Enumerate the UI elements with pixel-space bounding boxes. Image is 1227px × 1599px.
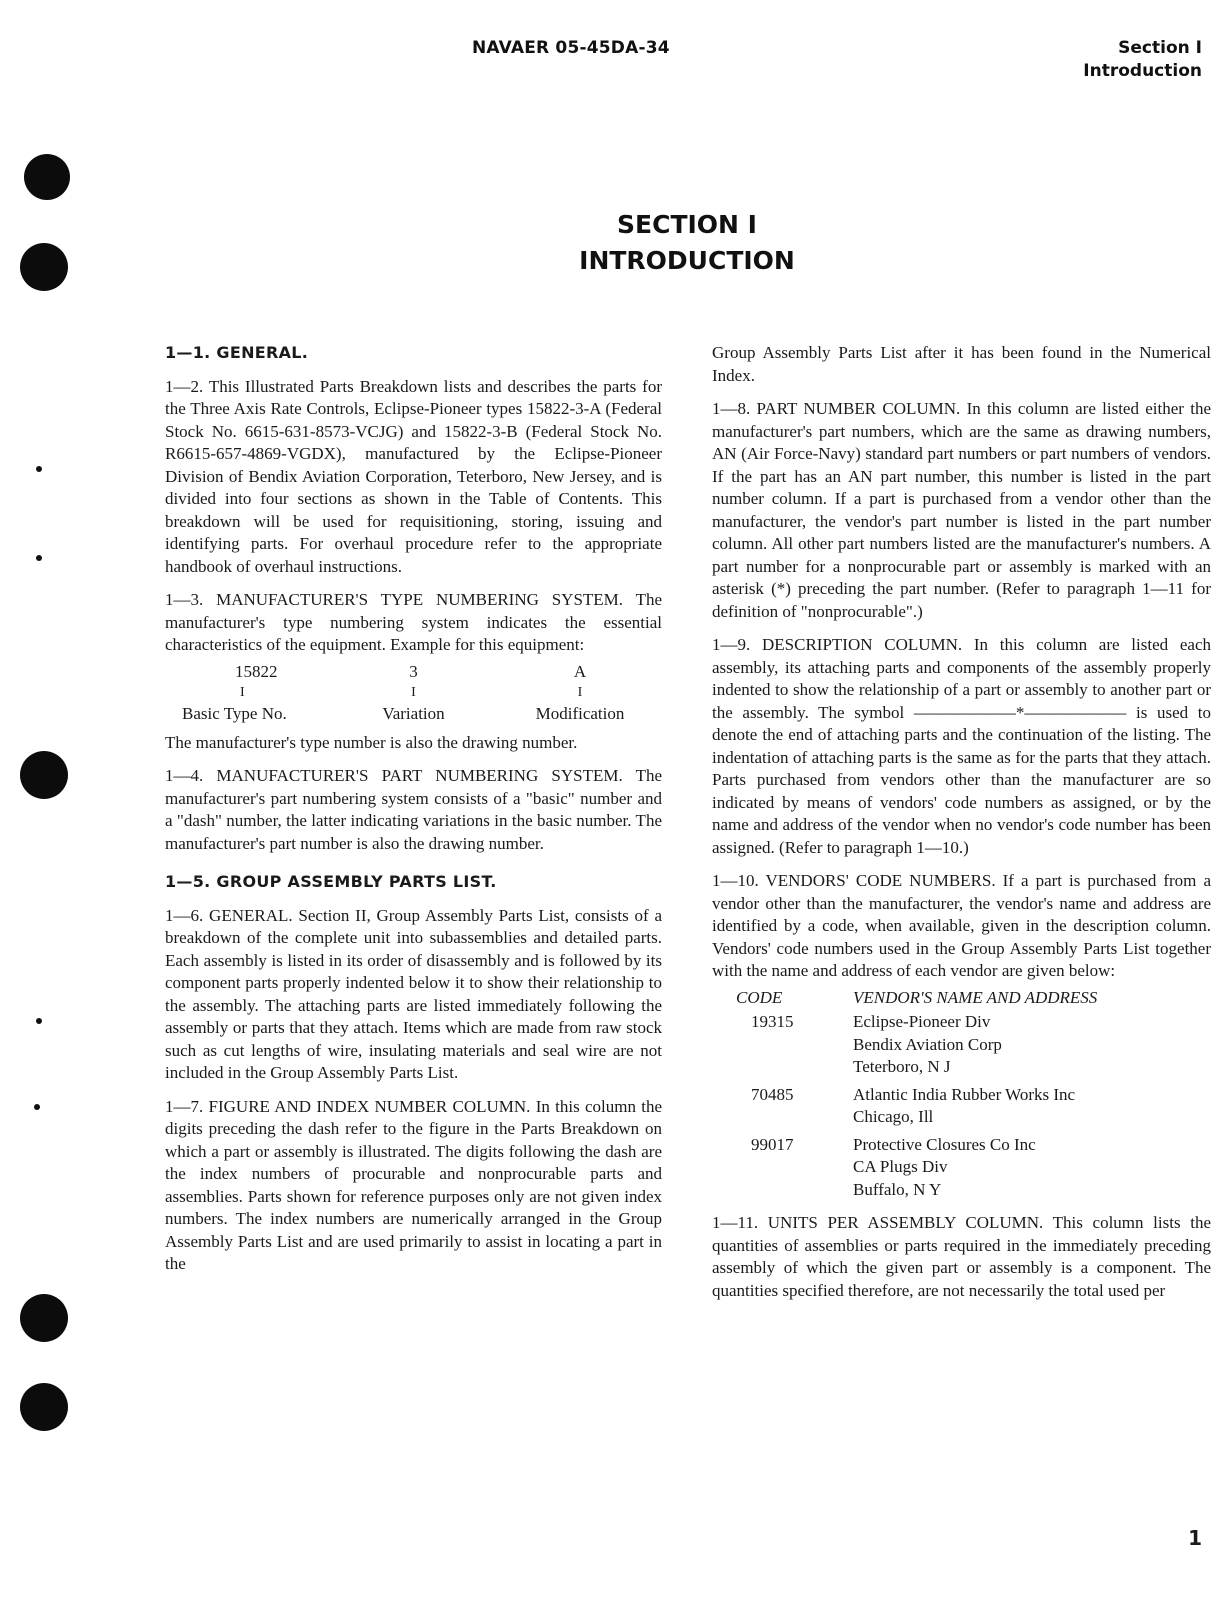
paragraph-1-6: 1—6. GENERAL. Section II, Group Assembly Parts List, consists of a breakdown of the complete unit into subassemblies and detailed parts. Each assembly is listed in its order of disassembly and is followed by its component parts properly indented below it to show their relationship to the assembly. The attaching parts are listed immediately following the assembly or parts that they attach. Items which are made from raw stock such as cut lengths of wire, insulating materials and seal wire are not included in the Group Assembly Parts List. [165, 905, 662, 1082]
type-label: Variation [382, 704, 445, 723]
vendor-row [712, 1011, 1211, 1079]
vendor-name-line: Bendix Aviation Corp [853, 1034, 1002, 1054]
vendor-name-header: VENDOR'S NAME AND ADDRESS [853, 987, 1098, 1007]
margin-dot [34, 1104, 40, 1110]
page-number: 1 [1188, 1526, 1202, 1550]
paragraph-1-8: 1—8. PART NUMBER COLUMN. In this column are listed either the manufacturer's part numbers, which are the same as drawing numbers, AN (Air Force-Navy) standard part numbers or part numbers of vendors. If the part has an AN part number, this number is listed in the part number column. If a part is purchased from a vendor other than the manufacturer, the vendor's part number is listed in the part number column. All other part numbers listed are the manufacturer's numbers. A part number for a nonprocurable part or assembly is marked with an asterisk (*) preceding the part number. (Refer to paragraph 1—11 for definition of "nonprocurable".) [712, 399, 1211, 621]
vendor-name-line: Protective Closures Co Inc [853, 1134, 1036, 1154]
type-label: Basic Type No. [182, 704, 287, 723]
section-title-label: Introduction [1083, 61, 1202, 81]
vendor-code: 99017 [751, 1134, 794, 1154]
margin-dot [36, 466, 42, 472]
right-column [712, 342, 1211, 1313]
tick-mark: I [577, 685, 583, 700]
heading-general: 1—1. GENERAL. [165, 343, 309, 362]
vendor-row [712, 1134, 1211, 1202]
type-example-ticks [165, 685, 662, 701]
left-column [165, 342, 662, 1287]
paragraph-1-2: 1—2. This Illustrated Parts Breakdown lists and describes the parts for the Three Axis Rate Controls, Eclipse-Pioneer types 15822-3-A (Federal Stock No. 6615-631-8573-VCJG) and 15822-3-B (Federal Stock No. R6615-657-4869-VGDX), manufactured by the Eclipse-Pioneer Division of Bendix Aviation Corporation, Teterboro, New Jersey, and is divided into four sections as shown in the Table of Contents. This breakdown will be used for requisitioning, storing, issuing and identifying parts. For overhaul procedure refer to the appropriate handbook of overhaul instructions. [165, 376, 662, 576]
heading-group-assembly: 1—5. GROUP ASSEMBLY PARTS LIST. [165, 872, 497, 891]
binder-hole [24, 154, 70, 200]
paragraph-1-3: 1—3. MANUFACTURER'S TYPE NUMBERING SYSTEM. The manufacturer's type numbering system indicates the essential characteristics of the equipment. Example for this equipment: [165, 590, 662, 654]
type-label: Modification [535, 704, 625, 723]
binder-hole [20, 1294, 68, 1342]
binder-hole [20, 1383, 68, 1431]
type-example-values [165, 661, 662, 684]
vendor-name-line: Eclipse-Pioneer Div [853, 1012, 991, 1031]
vendor-address [853, 1134, 1211, 1202]
paragraph-1-4: 1—4. MANUFACTURER'S PART NUMBERING SYSTEM. The manufacturer's part numbering system consists of a "basic" number and a "dash" number, the latter indicating variations in the basic number. The manufacturer's part number is also the drawing number. [165, 766, 662, 853]
paragraph-continued: Group Assembly Parts List after it has been found in the Numerical Index. [712, 343, 1211, 385]
type-value: 3 [409, 661, 418, 681]
vendor-name-line: Chicago, Ill [853, 1107, 934, 1126]
vendor-name-line: Buffalo, N Y [853, 1179, 942, 1199]
vendor-name-line: Atlantic India Rubber Works Inc [853, 1084, 1076, 1104]
vendor-address [853, 1084, 1211, 1129]
paragraph-1-7: 1—7. FIGURE AND INDEX NUMBER COLUMN. In this column the digits preceding the dash refer to the figure in the Parts Breakdown on which a part or assembly is illustrated. The digits following the dash are the index numbers of procurable and nonprocurable parts and assemblies. Parts shown for reference purposes only are not given index numbers. The index numbers are numerically arranged in the Group Assembly Parts List and are used primarily to assist in locating a part in the [165, 1096, 662, 1273]
page-title-line1: SECTION I [617, 210, 757, 239]
document-number: NAVAER 05-45DA-34 [472, 38, 670, 58]
vendor-code-header: CODE [736, 987, 783, 1007]
type-value: 15822 [235, 661, 278, 681]
margin-dot [36, 1018, 42, 1024]
paragraph-1-11: 1—11. UNITS PER ASSEMBLY COLUMN. This column lists the quantities of assemblies or parts required in the immediately preceding assembly of which the given part or assembly is a component. The quantities specified therefore, are not necessarily the total used per [712, 1213, 1211, 1300]
tick-mark: I [240, 685, 245, 700]
vendor-address [853, 1011, 1211, 1079]
vendor-name-line: Teterboro, N J [853, 1057, 951, 1076]
section-label: Section I [1118, 38, 1202, 58]
type-value: A [573, 661, 587, 681]
vendor-name-line: CA Plugs Div [853, 1157, 948, 1176]
tick-mark: I [411, 685, 416, 700]
running-header [1083, 37, 1202, 83]
vendor-code: 70485 [751, 1084, 794, 1104]
page-title-line2: INTRODUCTION [579, 246, 795, 275]
binder-hole [20, 751, 68, 799]
type-example-labels [165, 703, 662, 726]
paragraph-1-9: 1—9. DESCRIPTION COLUMN. In this column are listed each assembly, its attaching parts and components of the assembly properly indented to show the relationship of a part or assembly to another part or the assembly. The symbol ——————*—————— is used to denote the end of attaching parts and the continuation of the listing. The indentation of attaching parts is the same as for the parts that they attach. Parts purchased from vendors other than the manufacturer are so indicated by means of vendors' code numbers as assigned, or by the name and address of the vendor when no vendor's code number has been assigned. (Refer to paragraph 1—10.) [712, 635, 1211, 857]
vendor-code: 19315 [751, 1012, 794, 1031]
paragraph-1-10: 1—10. VENDORS' CODE NUMBERS. If a part is purchased from a vendor other than the manufacturer, the vendor's name and address are identified by a code, when available, given in the description column. Vendors' code numbers used in the Group Assembly Parts List together with the name and address of each vendor are given below: [712, 871, 1211, 980]
paragraph-type-note: The manufacturer's type number is also the drawing number. [165, 732, 578, 752]
margin-dot [36, 555, 42, 561]
vendor-table-header [712, 987, 1211, 1010]
vendor-row [712, 1084, 1211, 1129]
